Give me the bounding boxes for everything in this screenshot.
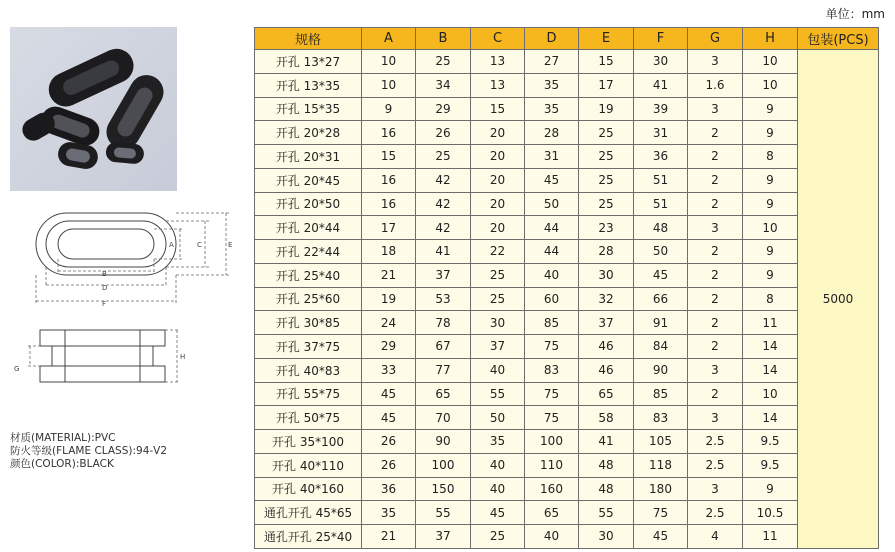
dim-label-d: D: [102, 284, 108, 292]
cell-f: 41: [634, 73, 688, 97]
cell-g: 2: [688, 192, 743, 216]
cell-g: 1.6: [688, 73, 743, 97]
header-a: A: [362, 28, 416, 50]
cell-e: 58: [579, 406, 634, 430]
cell-a: 35: [362, 501, 416, 525]
dim-label-c: C: [197, 241, 202, 249]
cell-h: 8: [743, 145, 798, 169]
cell-c: 40: [471, 453, 525, 477]
cell-e: 19: [579, 97, 634, 121]
spec-table: [254, 27, 879, 549]
cell-a: 45: [362, 406, 416, 430]
cell-c: 20: [471, 145, 525, 169]
cell-spec: 开孔 15*35: [255, 97, 362, 121]
cell-b: 34: [416, 73, 471, 97]
cell-a: 24: [362, 311, 416, 335]
header-e: E: [579, 28, 634, 50]
cell-e: 17: [579, 73, 634, 97]
cell-h: 14: [743, 358, 798, 382]
cell-d: 75: [525, 335, 579, 359]
table-row: [255, 453, 879, 477]
cell-c: 37: [471, 335, 525, 359]
cell-e: 55: [579, 501, 634, 525]
cell-h: 11: [743, 525, 798, 549]
cell-b: 37: [416, 263, 471, 287]
cell-c: 20: [471, 168, 525, 192]
cell-a: 33: [362, 358, 416, 382]
cell-f: 45: [634, 263, 688, 287]
cell-f: 31: [634, 121, 688, 145]
cell-f: 48: [634, 216, 688, 240]
cell-g: 2.5: [688, 501, 743, 525]
cell-g: 3: [688, 97, 743, 121]
cell-a: 45: [362, 382, 416, 406]
cell-d: 45: [525, 168, 579, 192]
cell-a: 17: [362, 216, 416, 240]
cell-spec: 开孔 25*40: [255, 263, 362, 287]
cell-a: 16: [362, 121, 416, 145]
cell-c: 22: [471, 240, 525, 264]
cell-d: 35: [525, 97, 579, 121]
cell-b: 78: [416, 311, 471, 335]
cell-c: 25: [471, 287, 525, 311]
cell-e: 48: [579, 453, 634, 477]
cell-h: 9: [743, 121, 798, 145]
cell-g: 2: [688, 287, 743, 311]
cell-h: 10: [743, 73, 798, 97]
cell-c: 40: [471, 477, 525, 501]
cell-spec: 开孔 13*27: [255, 50, 362, 74]
cell-h: 14: [743, 406, 798, 430]
cell-c: 20: [471, 216, 525, 240]
cell-a: 10: [362, 50, 416, 74]
header-h: H: [743, 28, 798, 50]
cell-h: 9: [743, 192, 798, 216]
cell-spec: 开孔 40*160: [255, 477, 362, 501]
cell-b: 53: [416, 287, 471, 311]
cell-a: 26: [362, 453, 416, 477]
cell-e: 65: [579, 382, 634, 406]
table-row: [255, 240, 879, 264]
cell-d: 75: [525, 382, 579, 406]
cell-d: 160: [525, 477, 579, 501]
table-row: [255, 168, 879, 192]
cell-d: 110: [525, 453, 579, 477]
cell-e: 46: [579, 335, 634, 359]
cell-spec: 开孔 50*75: [255, 406, 362, 430]
cell-spec: 开孔 20*31: [255, 145, 362, 169]
cell-f: 66: [634, 287, 688, 311]
table-row: [255, 406, 879, 430]
cell-a: 16: [362, 168, 416, 192]
unit-label: 单位：mm: [825, 7, 885, 21]
cell-a: 18: [362, 240, 416, 264]
table-row: [255, 501, 879, 525]
cell-f: 105: [634, 430, 688, 454]
cell-spec: 开孔 25*60: [255, 287, 362, 311]
cell-h: 14: [743, 335, 798, 359]
cell-f: 91: [634, 311, 688, 335]
cell-spec: 开孔 40*110: [255, 453, 362, 477]
cell-b: 25: [416, 50, 471, 74]
cell-d: 40: [525, 525, 579, 549]
cell-c: 25: [471, 263, 525, 287]
spec-material: 材质(MATERIAL):PVC: [10, 432, 116, 444]
cell-a: 36: [362, 477, 416, 501]
dim-label-e: E: [228, 241, 233, 249]
cell-c: 35: [471, 430, 525, 454]
cell-c: 15: [471, 97, 525, 121]
cell-d: 44: [525, 216, 579, 240]
table-row: [255, 358, 879, 382]
cell-spec: 开孔 37*75: [255, 335, 362, 359]
dim-label-f: F: [102, 300, 107, 308]
cell-b: 65: [416, 382, 471, 406]
cell-spec: 开孔 35*100: [255, 430, 362, 454]
dim-label-h: H: [180, 353, 186, 361]
cell-h: 10: [743, 382, 798, 406]
cell-g: 2: [688, 240, 743, 264]
spec-color: 颜色(COLOR):BLACK: [10, 458, 114, 470]
cell-f: 30: [634, 50, 688, 74]
cell-a: 9: [362, 97, 416, 121]
table-row: [255, 382, 879, 406]
cell-e: 41: [579, 430, 634, 454]
cell-h: 9: [743, 240, 798, 264]
cell-h: 11: [743, 311, 798, 335]
dim-label-a: A: [169, 241, 174, 249]
cell-d: 60: [525, 287, 579, 311]
table-body: [255, 50, 879, 549]
cell-d: 28: [525, 121, 579, 145]
cell-a: 16: [362, 192, 416, 216]
cell-spec: 开孔 13*35: [255, 73, 362, 97]
material-specs: [10, 432, 167, 471]
table-row: [255, 287, 879, 311]
cell-a: 15: [362, 145, 416, 169]
cell-d: 31: [525, 145, 579, 169]
cell-c: 45: [471, 501, 525, 525]
cell-h: 9: [743, 97, 798, 121]
cell-e: 25: [579, 145, 634, 169]
cell-h: 10.5: [743, 501, 798, 525]
cell-c: 20: [471, 192, 525, 216]
cell-e: 46: [579, 358, 634, 382]
cell-f: 39: [634, 97, 688, 121]
cell-b: 42: [416, 216, 471, 240]
header-d: D: [525, 28, 579, 50]
cell-h: 9.5: [743, 453, 798, 477]
cell-b: 70: [416, 406, 471, 430]
cell-a: 21: [362, 525, 416, 549]
cell-b: 37: [416, 525, 471, 549]
cell-f: 85: [634, 382, 688, 406]
cell-g: 2: [688, 145, 743, 169]
cell-g: 4: [688, 525, 743, 549]
cell-f: 90: [634, 358, 688, 382]
spec-flame-class: 防火等级(FLAME CLASS):94-V2: [10, 445, 168, 457]
cell-e: 48: [579, 477, 634, 501]
cell-c: 13: [471, 50, 525, 74]
cell-e: 30: [579, 525, 634, 549]
cell-d: 27: [525, 50, 579, 74]
top-view-drawing: [14, 205, 240, 310]
cell-d: 100: [525, 430, 579, 454]
table-row: [255, 311, 879, 335]
cell-g: 3: [688, 406, 743, 430]
dim-label-b: B: [102, 270, 107, 278]
cell-g: 2.5: [688, 453, 743, 477]
cell-a: 10: [362, 73, 416, 97]
table-row: [255, 192, 879, 216]
cell-f: 75: [634, 501, 688, 525]
cell-d: 50: [525, 192, 579, 216]
cell-b: 100: [416, 453, 471, 477]
cell-d: 75: [525, 406, 579, 430]
cell-b: 29: [416, 97, 471, 121]
cell-h: 9: [743, 168, 798, 192]
cell-spec: 开孔 20*44: [255, 216, 362, 240]
table-row: [255, 50, 879, 74]
cell-c: 40: [471, 358, 525, 382]
cell-e: 23: [579, 216, 634, 240]
cell-spec: 开孔 20*28: [255, 121, 362, 145]
cell-spec: 开孔 30*85: [255, 311, 362, 335]
cell-d: 65: [525, 501, 579, 525]
side-view-drawing: [10, 322, 192, 392]
cell-f: 84: [634, 335, 688, 359]
cell-d: 40: [525, 263, 579, 287]
header-f: F: [634, 28, 688, 50]
header-c: C: [471, 28, 525, 50]
cell-f: 51: [634, 192, 688, 216]
cell-f: 118: [634, 453, 688, 477]
cell-e: 15: [579, 50, 634, 74]
cell-g: 2: [688, 168, 743, 192]
cell-spec: 开孔 55*75: [255, 382, 362, 406]
cell-g: 2: [688, 335, 743, 359]
cell-c: 25: [471, 525, 525, 549]
cell-f: 45: [634, 525, 688, 549]
cell-g: 3: [688, 477, 743, 501]
table-row: [255, 525, 879, 549]
cell-g: 3: [688, 50, 743, 74]
cell-d: 44: [525, 240, 579, 264]
cell-e: 25: [579, 168, 634, 192]
cell-a: 21: [362, 263, 416, 287]
cell-spec: 开孔 40*83: [255, 358, 362, 382]
cell-e: 32: [579, 287, 634, 311]
cell-f: 51: [634, 168, 688, 192]
cell-a: 19: [362, 287, 416, 311]
product-photo: [10, 27, 177, 191]
cell-g: 3: [688, 216, 743, 240]
package-quantity: 5000: [798, 50, 879, 549]
cell-g: 2: [688, 382, 743, 406]
cell-spec: 开孔 22*44: [255, 240, 362, 264]
cell-e: 37: [579, 311, 634, 335]
table-row: [255, 73, 879, 97]
cell-b: 150: [416, 477, 471, 501]
cell-c: 50: [471, 406, 525, 430]
cell-b: 41: [416, 240, 471, 264]
table-row: [255, 477, 879, 501]
cell-h: 8: [743, 287, 798, 311]
dim-label-g: G: [14, 365, 20, 373]
cell-e: 30: [579, 263, 634, 287]
cell-h: 9: [743, 477, 798, 501]
cell-h: 9: [743, 263, 798, 287]
cell-g: 2: [688, 311, 743, 335]
cell-b: 26: [416, 121, 471, 145]
cell-f: 180: [634, 477, 688, 501]
table-row: [255, 145, 879, 169]
table-row: [255, 430, 879, 454]
cell-b: 42: [416, 168, 471, 192]
cell-e: 25: [579, 192, 634, 216]
header-spec: 规格: [255, 28, 362, 50]
cell-g: 3: [688, 358, 743, 382]
table-row: [255, 121, 879, 145]
grommet-photo-illustration: [10, 27, 177, 191]
cell-d: 83: [525, 358, 579, 382]
cell-h: 9.5: [743, 430, 798, 454]
cell-spec: 开孔 20*50: [255, 192, 362, 216]
cell-c: 55: [471, 382, 525, 406]
cell-c: 30: [471, 311, 525, 335]
cell-b: 25: [416, 145, 471, 169]
cell-d: 35: [525, 73, 579, 97]
cell-g: 2.5: [688, 430, 743, 454]
cell-b: 90: [416, 430, 471, 454]
cell-spec: 通孔开孔 25*40: [255, 525, 362, 549]
cell-e: 28: [579, 240, 634, 264]
cell-f: 36: [634, 145, 688, 169]
cell-c: 13: [471, 73, 525, 97]
cell-b: 42: [416, 192, 471, 216]
cell-a: 29: [362, 335, 416, 359]
cell-b: 55: [416, 501, 471, 525]
table-row: [255, 216, 879, 240]
cell-h: 10: [743, 216, 798, 240]
table-row: [255, 263, 879, 287]
cell-f: 83: [634, 406, 688, 430]
cell-d: 85: [525, 311, 579, 335]
cell-c: 20: [471, 121, 525, 145]
cell-f: 50: [634, 240, 688, 264]
header-g: G: [688, 28, 743, 50]
cell-b: 67: [416, 335, 471, 359]
cell-e: 25: [579, 121, 634, 145]
header-b: B: [416, 28, 471, 50]
table-row: [255, 335, 879, 359]
cell-g: 2: [688, 263, 743, 287]
header-package: 包装(PCS): [798, 28, 879, 50]
cell-a: 26: [362, 430, 416, 454]
table-row: [255, 97, 879, 121]
cell-spec: 通孔开孔 45*65: [255, 501, 362, 525]
cell-h: 10: [743, 50, 798, 74]
table-header-row: [255, 28, 879, 50]
cell-spec: 开孔 20*45: [255, 168, 362, 192]
cell-b: 77: [416, 358, 471, 382]
cell-g: 2: [688, 121, 743, 145]
